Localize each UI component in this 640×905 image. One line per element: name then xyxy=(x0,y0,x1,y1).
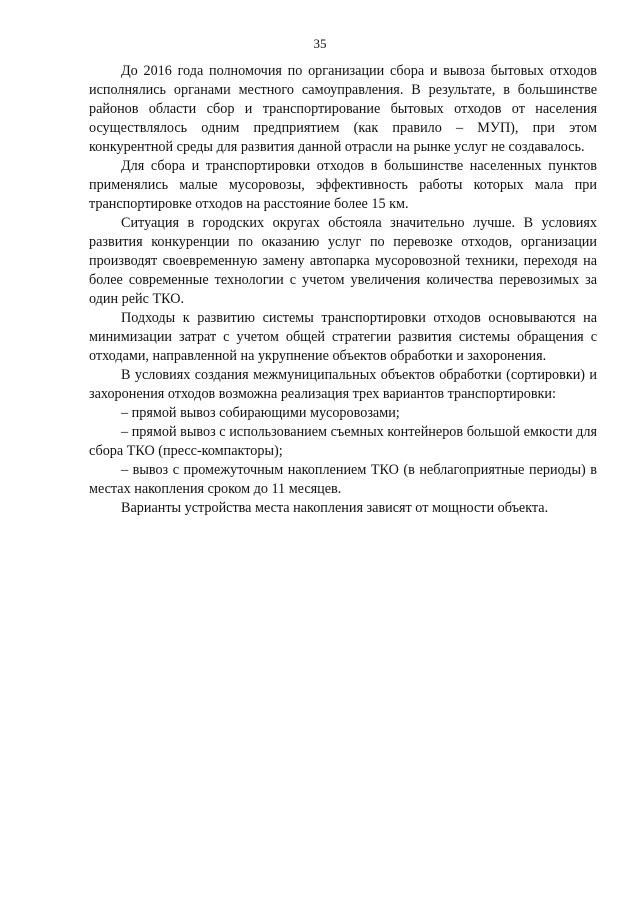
list-item-removable-containers: – прямой вывоз с использованием съемных контейнеров большой емкости для сбора ТКО (пресс-компакторы); xyxy=(89,424,597,459)
document-body xyxy=(89,62,597,518)
list-item-direct-removal: – прямой вывоз собирающими мусоровозами; xyxy=(121,405,400,421)
paragraph-transport-approaches: Подходы к развитию системы транспортировки отходов основываются на минимизации затрат с учетом общей стратегии развития системы обращения с отходами, направленной на укрупнение объектов обработки и захоронения. xyxy=(89,310,597,364)
paragraph-transport-options-intro: В условиях создания межмуниципальных объектов обработки (сортировки) и захоронения отходов возможна реализация трех вариантов транспортировки: xyxy=(89,367,597,402)
paragraph-small-garbage-trucks: Для сбора и транспортировки отходов в большинстве населенных пунктов применялись малые мусоровозы, эффективность работы которых мала при транспортировке отходов на расстояние более 15 км. xyxy=(89,158,597,212)
paragraph-urban-districts: Ситуация в городских округах обстояла значительно лучше. В условиях развития конкуренции по оказанию услуг по перевозке отходов, организации производят своевременную замену автопарка мусоровозной техники, переходя на более современные технологии с учетом увеличения количества перевозимых за один рейс ТКО. xyxy=(89,215,597,307)
page-number: 35 xyxy=(313,36,327,51)
paragraph-storage-site-options: Варианты устройства места накопления зависят от мощности объекта. xyxy=(121,500,549,516)
list-item-intermediate-storage: – вывоз с промежуточным накоплением ТКО (в неблагоприятные периоды) в местах накопления сроком до 11 месяцев. xyxy=(89,462,597,497)
paragraph-responsibility-history: До 2016 года полномочия по организации сбора и вывоза бытовых отходов исполнялись органами местного самоуправления. В результате, в большинстве районов области сбор и транспортирование бытовых отходов от населения осуществлялось одним предприятием (как правило – МУП), при этом конкурентной среды для развития данной отрасли на рынке услуг не создавалось. xyxy=(89,63,597,155)
